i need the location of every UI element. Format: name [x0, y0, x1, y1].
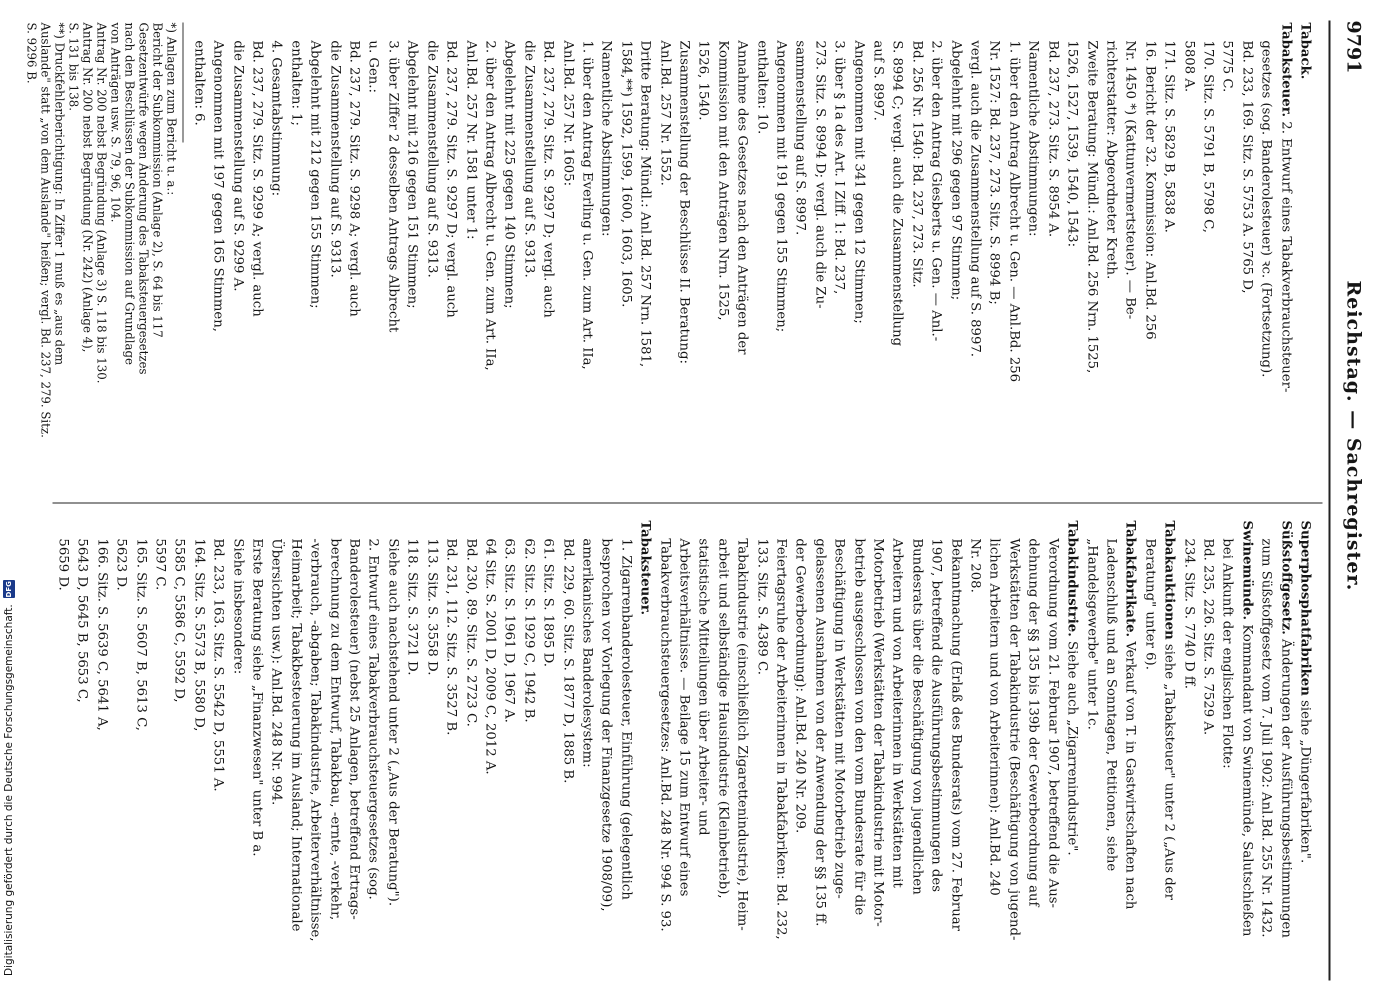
index-text: „Handelsgewerbe" unter 1c.	[1084, 538, 1100, 730]
index-line	[966, 23, 982, 491]
index-text: zum Süßstoffgesetz vom 7. Juli 1902: Anl.Bd. 255 Nr. 1432.	[1258, 538, 1274, 938]
index-line	[889, 521, 905, 989]
index-line	[986, 23, 1002, 491]
index-line	[403, 23, 419, 491]
index-text: Abgelehnt mit 225 gegen 140 Stimmen;	[501, 40, 517, 309]
index-line	[365, 23, 381, 491]
index-text: Angenommen mit 191 gegen 155 Stimmen;	[773, 40, 789, 333]
index-text: Bd. 237, 279. Sitz. S. 9298 A; vergl. auch	[346, 40, 362, 317]
index-line	[1102, 521, 1118, 989]
index-text: amerikanisches Banderolesystem:	[579, 538, 595, 768]
index-text: 133. Sitz. S. 4389 C.	[754, 538, 770, 675]
index-line	[578, 521, 594, 989]
index-line	[597, 521, 613, 989]
index-line	[1160, 23, 1176, 491]
index-text: Namentliche Abstimmungen:	[598, 40, 614, 237]
index-text: Beschäftigung in Werkstätten mit Motorbetrieb zuge-	[831, 538, 847, 899]
index-text: richterstatter: Abgeordneter Kreth.	[1103, 40, 1119, 280]
index-line	[733, 23, 749, 491]
footnote-line: Bericht der Subkommission (Anlage 2), S. 64 bis 117	[150, 22, 165, 338]
index-text: 63. Sitz. S. 1961 D, 1967 A.	[501, 538, 517, 723]
index-line	[772, 23, 788, 491]
index-text: Banderolesteuer) (nebst 25 Anlagen, betreffend Ertrags-	[346, 538, 362, 920]
dfg-logo-icon: DFG	[5, 581, 13, 598]
index-line	[1180, 23, 1196, 491]
index-text: Anl.Bd. 257 Nr. 1581 unter 1:	[463, 40, 479, 240]
index-text: 5659 D.	[55, 538, 71, 591]
index-text: Abgelehnt mit 212 gegen 155 Stimmen;	[307, 40, 323, 309]
index-text: 1. über den Antrag Everling u. Gen. zum Art. IIa,	[579, 40, 595, 370]
index-line	[520, 23, 536, 491]
index-line	[74, 521, 90, 989]
digitization-note	[0, 562, 18, 982]
index-text: Siehe insbesondere:	[230, 538, 246, 675]
index-text: 118. Sitz. S. 3721 D.	[404, 538, 420, 676]
index-text: Angenommen mit 197 gegen 165 Stimmen,	[210, 40, 226, 332]
index-text: Bd. 237, 279. Sitz. S. 9297 D; vergl. auch	[443, 40, 459, 318]
index-text: 5585 C, 5586 C, 5592 D,	[171, 538, 187, 703]
index-line	[830, 521, 846, 989]
index-text: gesetzes (sog. Banderolesteuer) ꝛc. (Fortsetzung).	[1258, 40, 1274, 378]
index-keyword: Taback.	[1297, 22, 1313, 80]
index-text: 62. Sitz. S. 1929 C, 1942 B.	[521, 538, 537, 723]
index-text: 113. Sitz. S. 3558 D.	[424, 538, 440, 676]
index-line	[792, 521, 808, 989]
index-text: 64 Sitz. S. 2001 D, 2009 C, 2012 A.	[482, 538, 498, 775]
index-text: Änderungen der Ausführungsbestimmungen	[1278, 634, 1294, 938]
footnote-line: **) Druckfehlerberichtigung: In Ziffer 1 muß es „aus dem	[52, 22, 67, 366]
index-text: Annahme des Gesetzes nach den Anträgen der	[734, 40, 750, 355]
index-text: 166. Sitz. S. 5639 C, 5641 A,	[94, 538, 110, 731]
index-text: Bekanntmachung (Erlaß des Bundesrats) vom 27. Februar	[948, 538, 964, 932]
index-line	[248, 521, 264, 989]
index-text: 2. Entwurf eines Tabakverbrauchsteuer-	[1278, 117, 1294, 393]
index-line	[442, 521, 458, 989]
index-line	[753, 521, 769, 989]
index-text: Bundesrats über die Beschäftigung von jugendlichen	[909, 538, 925, 895]
index-text: Kommandant von Swinemünde, Salutschießen	[1239, 620, 1255, 937]
index-line	[1141, 521, 1157, 989]
page-header	[1333, 21, 1373, 981]
index-line	[151, 521, 167, 989]
index-keyword: Tabaksteuer.	[1278, 22, 1294, 118]
index-text: dehnung der §§ 135 bis 139b der Gewerbeordnung auf	[1025, 538, 1041, 907]
index-text: Bd. 235, 226. Sitz. S. 7529 A.	[1200, 538, 1216, 736]
index-text: 5623 D.	[113, 538, 129, 591]
index-line	[539, 23, 555, 491]
index-text: 5808 A.	[1181, 40, 1197, 93]
index-text: 5775 C.	[1219, 40, 1235, 93]
index-line	[695, 521, 711, 989]
index-line	[442, 23, 458, 491]
index-keyword: Swinemünde.	[1239, 520, 1255, 621]
index-line	[1005, 521, 1021, 989]
index-line	[365, 521, 381, 989]
footnote-line: Antrag Nr. 200 nebst Begründung (Nr. 242) (Anlage 4),	[80, 22, 95, 353]
column-left	[25, 23, 1313, 493]
index-text: u. Gen.:	[366, 40, 381, 93]
index-line	[850, 23, 866, 491]
index-line	[1238, 23, 1254, 491]
index-text: besprochen vor Vorlegung der Finanzgesetze 1908/09),	[598, 538, 614, 912]
index-text: Kommission mit den Anträgen Nrn. 1525,	[715, 40, 731, 321]
index-text: Dritte Beratung: Mündl.: Anl.Bd. 257 Nrn. 1581,	[637, 40, 653, 368]
index-line	[520, 521, 536, 989]
index-text: Nr. 1527: Bd. 237, 273. Sitz. S. 8994 B;	[987, 40, 1002, 305]
index-line	[1218, 521, 1234, 989]
index-line	[869, 521, 885, 989]
index-text: Siehe auch nachstehend unter 2 („Aus der Beratung").	[385, 538, 401, 907]
footnote-line: von Anträgen usw. S. 79, 96, 104.	[108, 22, 123, 223]
index-line	[462, 521, 478, 989]
index-text: arbeit und selbständige Hausindustrie (Kleinbetrieb),	[715, 538, 731, 899]
index-text: Bd. 237, 279. Sitz. S. 9297 D; vergl. auch	[540, 40, 556, 318]
page-number: 9791	[1342, 20, 1365, 74]
index-text: Übersichten usw.): Anl.Bd. 248 Nr. 994.	[268, 538, 284, 806]
index-text: 165. Sitz. S. 5607 B, 5613 C,	[133, 538, 149, 731]
index-text: 3. über § 1a des Art. I Ziff. 1: Bd. 237,	[831, 40, 847, 295]
index-text: sammenstellung auf S. 8997.	[792, 40, 808, 236]
index-text: Tabakindustrie (einschließlich Zigarettenindustrie), Heim-	[734, 538, 750, 931]
index-text: berechnung zu dem Entwurf, Tabakbau, -ernte, -verkehr,	[327, 538, 343, 921]
header-rule	[1329, 21, 1331, 981]
index-line	[345, 521, 361, 989]
index-text: 234. Sitz. S. 7740 D ff.	[1181, 538, 1197, 690]
index-line	[209, 521, 225, 989]
index-line	[481, 521, 497, 989]
index-text: 2. Entwurf eines Tabakverbrauchsteuergesetzes (sog.	[366, 538, 381, 900]
index-line	[1218, 23, 1234, 491]
index-text: die Zusammenstellung auf S. 9313.	[424, 40, 440, 278]
index-keyword: Tabakfabrikate.	[1122, 520, 1138, 638]
index-line	[1180, 521, 1196, 989]
footnote-line: Antrag Nr. 200 nebst Begründung (Anlage 3) S. 118 bis 130.	[94, 22, 109, 384]
index-line	[93, 521, 109, 989]
index-text: Arbeitern und von Arbeiterinnen in Werkstätten mit	[889, 538, 905, 888]
index-text: Bd. 237, 273. Sitz. S. 8954 A.	[1045, 40, 1061, 238]
footnote-line: nach den Beschlüssen der Subkommission auf Grundlage	[122, 22, 137, 366]
footnote-line: S. 9296 B.	[24, 22, 39, 84]
index-line	[656, 521, 672, 989]
column-divider	[53, 503, 1323, 504]
footnote-rule	[183, 23, 184, 143]
index-line	[229, 23, 245, 491]
index-line	[559, 23, 575, 491]
index-text: 2. über den Antrag Albrecht u. Gen. zum Art. IIa,	[482, 40, 498, 371]
index-text: Erste Beratung siehe „Finanzwesen" unter B a.	[249, 538, 265, 857]
index-line	[500, 23, 516, 491]
footnote-line: Auslande" statt „von dem Auslande" heißen; vergl. Bd. 237, 279. Sitz.	[38, 22, 53, 438]
index-keyword: Tabaksteuer.	[637, 520, 653, 616]
index-text: Nr. 1450 *) (Kattunvermertsteuer). — Be-	[1122, 40, 1138, 320]
index-text: 273. Sitz. S. 8994 D; vergl. auch die Zu-	[812, 40, 828, 309]
index-text: Bd. 237, 279. Sitz. S. 9299 A; vergl. auch	[249, 40, 265, 317]
index-line	[695, 23, 711, 491]
index-line	[1083, 23, 1099, 491]
index-line	[190, 23, 206, 491]
index-text: Zweite Beratung: Mündl.: Anl.Bd. 256 Nrn. 1525,	[1084, 40, 1100, 374]
index-text: Anl.Bd. 257 Nr. 1605:	[560, 40, 576, 187]
index-text: Motorbetrieb (Werkstätten der Tabakindustrie mit Motor-	[870, 538, 886, 927]
index-text: lichen Arbeitern und von Arbeiterinnen): Anl.Bd. 240	[987, 538, 1002, 896]
index-line	[481, 23, 497, 491]
index-text: siehe „Düngerfabriken".	[1297, 695, 1313, 864]
index-text: 1907, betreffend die Ausführungsbestimmungen des	[928, 538, 944, 893]
index-line	[248, 23, 264, 491]
index-text: die Zusammenstellung auf S. 9313.	[521, 40, 537, 278]
index-line	[811, 23, 827, 491]
index-text: betrieb ausgeschlossen von den vom Bundesrate für die	[851, 538, 867, 916]
index-text: Heimarbeit; Tabakbesteuerung im Ausland; Internationale	[288, 538, 304, 932]
index-line	[500, 521, 516, 989]
index-line	[811, 521, 827, 989]
index-text: vergl. auch die Zusammenstellung auf S. 8997.	[967, 40, 983, 358]
rotated-document-page	[0, 1, 1383, 1001]
index-line	[675, 23, 691, 491]
index-line	[714, 23, 730, 491]
index-line	[986, 521, 1002, 989]
index-line	[1257, 23, 1273, 491]
index-line	[675, 521, 691, 989]
index-line	[1160, 521, 1176, 989]
index-keyword: Tabakauktionen	[1161, 520, 1177, 640]
digitization-note-text: Digitalisierung gefördert durch die Deutsche Forschungsgemeinschaft.	[3, 604, 15, 976]
index-line	[947, 23, 963, 491]
index-line	[209, 23, 225, 491]
index-text: 1. über den Antrag Albrecht u. Gen. — Anl.Bd. 256	[1006, 40, 1022, 383]
index-text: 2. über den Antrag Giesberts u. Gen. — Anl.-	[928, 40, 944, 342]
index-text: 164. Sitz. S. 5573 B, 5580 D,	[191, 538, 207, 732]
index-line	[268, 521, 284, 989]
index-line	[384, 521, 400, 989]
index-line	[636, 521, 652, 989]
index-line	[54, 521, 70, 989]
index-line	[1296, 521, 1312, 989]
index-text: Bd. 229, 60. Sitz. S. 1877 D, 1885 B.	[560, 538, 576, 784]
index-line	[617, 23, 633, 491]
index-text: 5643 D, 5645 B, 5653 C,	[74, 538, 90, 703]
index-text: Ladenschluß und an Sonntagen, Petitionen, siehe	[1103, 538, 1119, 872]
index-text: Bd. 233, 163. Sitz. S. 5542 D, 5551 A.	[210, 538, 226, 792]
index-line	[850, 521, 866, 989]
index-line	[287, 23, 303, 491]
index-line	[171, 521, 187, 989]
index-line	[306, 23, 322, 491]
index-line	[772, 521, 788, 989]
index-text: Anl.Bd. 257 Nr. 1552.	[657, 40, 673, 186]
index-text: 1584,**) 1592, 1599, 1600, 1603, 1605.	[618, 40, 634, 308]
index-text: Nr. 208.	[967, 538, 983, 593]
index-text: Verordnung vom 21. Februar 1907, betreffend die Aus-	[1045, 538, 1061, 909]
index-text: siehe „Tabaksteuer" unter 2 („Aus der	[1161, 639, 1177, 900]
index-line	[753, 23, 769, 491]
index-line	[656, 23, 672, 491]
index-line	[830, 23, 846, 491]
index-text: 170. Sitz. S. 5791 B, 5798 C,	[1200, 40, 1216, 233]
index-line	[229, 521, 245, 989]
index-line	[1102, 23, 1118, 491]
index-text: Feiertagsruhe der Arbeiterinnen in Tabakfabriken: Bd. 232,	[773, 538, 789, 940]
index-line	[423, 521, 439, 989]
index-line	[927, 521, 943, 989]
index-text: Bd. 256 Nr. 1540: Bd. 237, 273. Sitz.	[909, 40, 925, 288]
index-line	[112, 521, 128, 989]
index-line	[1005, 23, 1021, 491]
index-line	[1257, 521, 1273, 989]
index-line	[1083, 521, 1099, 989]
index-text: 3. über Ziffer 2 desselben Antrags Albrecht	[385, 40, 401, 333]
index-line	[1141, 23, 1157, 491]
index-text: 1. Zigarrenbanderolesteuer, Einführung (gelegentlich	[618, 538, 634, 900]
index-text: Bd. 233, 169. Sitz. S. 5753 A. 5765 D,	[1239, 40, 1255, 294]
index-text: Bd. 230, 89. Sitz. S. 2723 C.	[463, 538, 479, 727]
index-text: 61. Sitz. S. 1895 D.	[540, 538, 556, 667]
column-right	[51, 521, 1312, 991]
index-line	[889, 23, 905, 491]
index-line	[966, 521, 982, 989]
index-line	[403, 521, 419, 989]
index-line	[1044, 521, 1060, 989]
index-line	[1044, 23, 1060, 491]
index-line	[1277, 521, 1293, 989]
footnote-line: *) Anlagen zum Bericht u. a.:	[164, 22, 179, 196]
index-keyword: Superphosphatfabriken	[1297, 520, 1313, 696]
index-line	[733, 521, 749, 989]
index-text: gelassenen Ausnahmen von der Anwendung der §§ 135 ff.	[812, 538, 828, 927]
index-line	[597, 23, 613, 491]
index-line	[190, 521, 206, 989]
index-text: Beratung" unter 6).	[1142, 538, 1158, 670]
index-line	[559, 521, 575, 989]
index-line	[1063, 521, 1079, 989]
index-text: enthalten: 1;	[288, 40, 304, 127]
index-line	[345, 23, 361, 491]
index-line	[462, 23, 478, 491]
index-line	[132, 521, 148, 989]
index-line	[908, 521, 924, 989]
index-text: statistische Mitteilungen über Arbeiter- und	[695, 538, 711, 836]
running-title: Reichstag. — Sachregister.	[1342, 280, 1365, 592]
index-text: Siehe auch „Zigarrenindustrie".	[1064, 636, 1080, 856]
index-keyword: Tabakindustrie.	[1064, 520, 1080, 637]
index-line	[306, 521, 322, 989]
index-text: bei Ankunft der englischen Flotte:	[1219, 538, 1235, 769]
index-text: S. 8994 C; vergl. auch die Zusammenstellung	[889, 40, 905, 347]
index-line	[714, 521, 730, 989]
index-text: -verbrauch, -abgaben; Tabakindustrie, Arbeiterverhältnisse,	[307, 538, 323, 942]
index-line	[1296, 23, 1312, 491]
index-line	[1121, 23, 1137, 491]
index-keyword: Süßstoffgesetz.	[1278, 520, 1294, 635]
index-text: 1526, 1527, 1539, 1540, 1543:	[1064, 40, 1080, 248]
index-line	[326, 23, 342, 491]
index-text: 171. Sitz. S. 5829 B, 5838 A.	[1161, 40, 1177, 233]
index-text: 5597 C.	[152, 538, 168, 591]
index-line	[1121, 521, 1137, 989]
index-text: Namentliche Abstimmungen:	[1025, 40, 1041, 237]
index-line	[578, 23, 594, 491]
index-line	[1277, 23, 1293, 491]
index-text: enthalten: 10.	[754, 40, 770, 135]
index-line	[1024, 521, 1040, 989]
index-line	[1199, 23, 1215, 491]
index-line	[1199, 521, 1215, 989]
index-text: Verkauf von T. in Gastwirtschaften nach	[1122, 637, 1138, 910]
index-text: auf S. 8997.	[870, 40, 886, 121]
index-text: die Zusammenstellung auf S. 9299 A.	[230, 40, 246, 292]
index-line	[869, 23, 885, 491]
index-line	[1024, 23, 1040, 491]
index-text: 4. Gesamtabstimmung:	[268, 40, 284, 197]
index-text: Arbeitsverhältnisse. — Beilage 15 zum Entwurf eines	[676, 538, 692, 897]
index-text: 1526, 1540.	[695, 40, 711, 121]
index-line	[326, 521, 342, 989]
index-line	[423, 23, 439, 491]
index-line	[384, 23, 400, 491]
index-text: Abgelehnt mit 216 gegen 151 Stimmen;	[404, 40, 420, 309]
index-line	[636, 23, 652, 491]
index-text: Abgelehnt mit 296 gegen 97 Stimmen;	[948, 40, 964, 301]
index-line	[287, 521, 303, 989]
index-line	[927, 23, 943, 491]
index-text: Zusammenstellung der Beschlüsse II. Beratung:	[676, 40, 692, 365]
footnote-line: Gesetzentwürfe wegen Änderung des Tabaksteuergesetzes	[136, 22, 151, 375]
index-text: enthalten: 6.	[191, 40, 207, 126]
footnote-line: S. 131 bis 138.	[66, 22, 81, 111]
index-text: Bd. 231, 112. Sitz. S. 3527 B.	[443, 538, 459, 736]
index-text: der Gewerbeordnung): Anl.Bd. 240 Nr. 209.	[792, 538, 808, 834]
index-text: Angenommen mit 341 gegen 12 Stimmen;	[851, 40, 867, 324]
index-line	[617, 521, 633, 989]
index-text: die Zusammenstellung auf S. 9313.	[327, 40, 343, 278]
index-line	[792, 23, 808, 491]
index-line	[908, 23, 924, 491]
index-line	[268, 23, 284, 491]
index-line	[1063, 23, 1079, 491]
index-text: Werkstätten der Tabakindustrie (Beschäftigung von jugend-	[1006, 538, 1022, 941]
index-line	[947, 521, 963, 989]
index-line	[1238, 521, 1254, 989]
index-line	[539, 521, 555, 989]
index-text: Tabakverbrauchsteuergesetzes: Anl.Bd. 248 Nr. 994 S. 93.	[657, 538, 673, 932]
index-text: 16. Bericht der 32. Kommission: Anl.Bd. 256	[1142, 40, 1158, 340]
